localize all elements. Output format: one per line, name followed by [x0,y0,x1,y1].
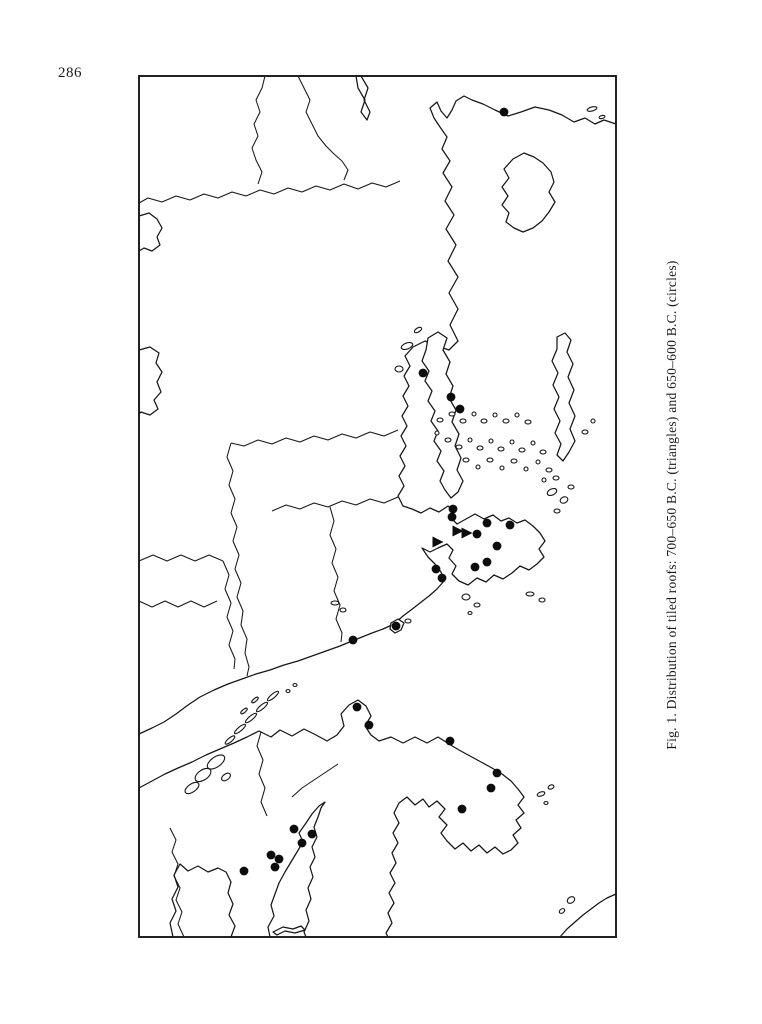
site-marker-circle [456,405,465,414]
site-marker-circle [487,784,496,793]
page-number: 286 [58,65,82,81]
site-marker-circle [483,558,492,567]
site-marker-circle [438,574,447,583]
site-marker-circle [349,636,358,645]
figure-caption: Fig. 1. Distribution of tiled roofs: 700–650 B.C. (triangles) and 650–600 B.C. (circles) [664,260,679,750]
island-long-east [552,333,575,461]
island-gulf-mouth [273,926,305,935]
landmass-south [139,700,524,937]
site-marker-circle [308,830,317,839]
site-marker-circle [432,565,441,574]
site-marker-circle [267,851,276,860]
site-marker-circle [271,863,280,872]
site-marker-circle [365,721,374,730]
site-marker-circle [447,393,456,402]
island-north-aegean [502,153,555,232]
site-marker-circle [392,622,401,631]
site-marker-circle [298,839,307,848]
island-euboea-like [422,332,463,498]
site-marker-circle [473,530,482,539]
site-marker-circle [275,855,284,864]
site-marker-circle [353,703,362,712]
site-marker-circle [493,769,502,778]
site-marker-circle [449,505,458,514]
site-marker-circle [419,369,428,378]
site-marker-circle [446,737,455,746]
site-marker-circle [240,867,249,876]
site-marker-circle [506,521,515,530]
site-marker-circle [471,563,480,572]
site-marker-circle [483,519,492,528]
site-marker-circle [290,825,299,834]
site-marker-circle [500,108,509,117]
site-marker-circle [493,542,502,551]
site-marker-circle [448,513,457,522]
site-marker-circle [458,805,467,814]
